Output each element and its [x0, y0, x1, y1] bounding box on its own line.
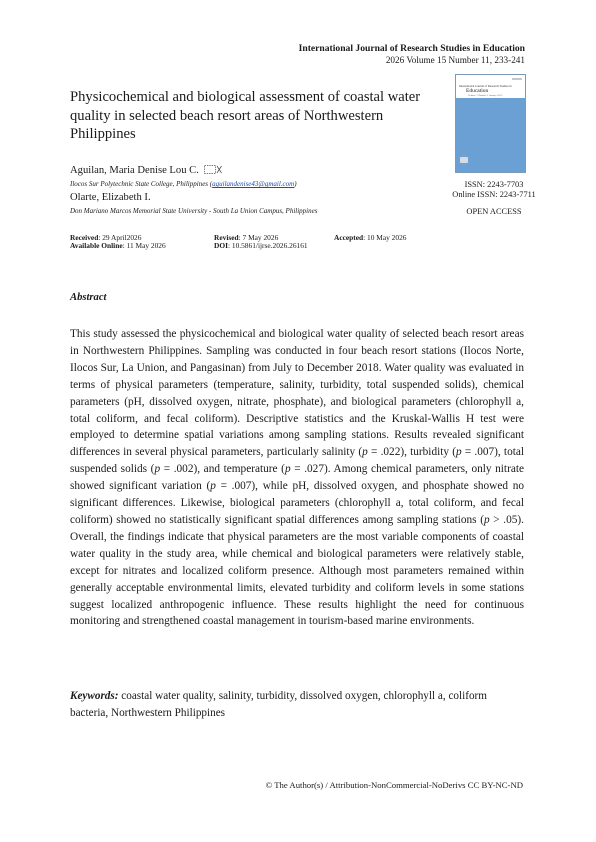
p-symbol: p: [483, 513, 490, 526]
journal-issue-line: 2026 Volume 15 Number 11, 233-241: [385, 55, 525, 65]
doi: [214, 241, 308, 250]
cover-issue-line: Volume 1 Number 1 January 2012: [468, 94, 503, 97]
abstract-text-4: = .002), and temperature (: [160, 463, 285, 476]
revised-label: Revised: [214, 233, 239, 242]
keywords: [70, 688, 524, 722]
available-label: Available Online: [70, 241, 123, 250]
journal-cover-image: [455, 74, 526, 173]
keywords-label: Keywords:: [70, 690, 119, 702]
p-symbol: p: [284, 463, 291, 476]
abstract-text-1: This study assessed the physicochemical and biological water quality of selected beach resort areas in Northwestern Philippines. Sampling was conducted in four beach resort stations (Ilocos Norte, Ilocos Sur, La Union, and Pangasinan) from July to December 2018. Water quality was evaluated in terms of physical parameters (temperature, salinity, turbidity, total suspended solids), chemical parameters (pH, dissolved oxygen, nitrate, phosphate), and biological parameters (chlorophyll a, total coliform, and fecal coliform). Descriptive statistics and the Kruskal-Wallis H test were employed to determine spatial variations among sampling stations. Results revealed significant differences in several physical parameters, particularly salinity (: [70, 328, 524, 459]
abstract-text-7: > .05). Overall, the findings indicate that physical parameters are the most variable components of coastal water quality in the study area, while chemical and biological parameters were relatively stable, except for nitrates and localized coliform presence. Although most parameters remained within generally acceptable environmental limits, elevated turbidity and coliform levels in some stations suggest localized anthropogenic influence. These results highlight the need for continuous monitoring and strengthened coastal management in tourism-based marine environments.: [70, 513, 524, 628]
author-2-name: Olarte, Elizabeth I.: [70, 192, 151, 203]
email-icon[interactable]: [204, 165, 222, 174]
abstract-body: [70, 326, 524, 630]
p-symbol: p: [455, 446, 462, 459]
author-2-affiliation: Don Mariano Marcos Memorial State University - South La Union Campus, Philippines: [70, 207, 318, 215]
abstract-text-6: = .007), while pH, dissolved oxygen, and phosphate showed no significant differences. Likewise, biological parameters (chlorophyll a, total coliform, and fecal coliform) showed no statistically significant spatial differences among sampling stations (: [70, 480, 524, 526]
affiliation-1-text: Ilocos Sur Polytechnic State College, Philippines: [70, 180, 209, 188]
author-1: [70, 165, 222, 176]
available-value: : 11 May 2026: [122, 241, 166, 250]
doi-value[interactable]: : 10.5861/ijrse.2026.26161: [227, 241, 308, 250]
accepted-label: Accepted: [334, 233, 364, 242]
received-label: Received: [70, 233, 99, 242]
available-online-date: [70, 241, 166, 250]
accepted-date: [334, 233, 406, 242]
author-1-name: Aguilan, Maria Denise Lou C.: [70, 165, 199, 176]
paper-title: Physicochemical and biological assessment of coastal water quality in selected beach resort areas of Northwestern Philippines: [70, 89, 421, 142]
abstract-text-2: = .022), turbidity (: [367, 446, 456, 459]
cover-journal-line: International Journal of Research Studies in: [459, 84, 512, 88]
abstract-heading: Abstract: [70, 292, 107, 303]
cover-title: Education: [466, 88, 489, 94]
author-1-affiliation: [70, 180, 297, 188]
p-symbol: p: [362, 446, 368, 459]
abstract-text-3: = .007), total suspended solids (: [70, 446, 525, 476]
cover-tag: [512, 78, 522, 80]
doi-label: DOI: [214, 241, 228, 250]
p-symbol: p: [154, 463, 161, 476]
abstract-text-5: = .027). Among chemical parameters, only nitrate showed significant variation (: [70, 463, 524, 493]
cover-header: [456, 75, 525, 98]
cover-logo-icon: [460, 157, 468, 163]
issn-online: Online ISSN: 2243-7711: [452, 190, 536, 199]
journal-name: International Journal of Research Studies in Education: [298, 43, 525, 54]
accepted-value: : 10 May 2026: [363, 233, 407, 242]
p-symbol: p: [210, 480, 216, 493]
keywords-text: coastal water quality, salinity, turbidity, dissolved oxygen, chlorophyll a, coliform bacteria, Northwestern Philippines: [70, 690, 487, 719]
email-open-paren: (: [209, 180, 213, 188]
license-footer: © The Author(s) / Attribution-NonCommercial-NoDerivs CC BY-NC-ND: [265, 780, 523, 790]
received-value: : 29 April2026: [98, 233, 142, 242]
issn-print: ISSN: 2243-7703: [464, 180, 524, 189]
revised-value: : 7 May 2026: [238, 233, 279, 242]
author-1-email-link[interactable]: aguilandenise43@gmail.com: [212, 180, 295, 188]
open-access-label: OPEN ACCESS: [466, 207, 522, 216]
email-close-paren: ): [294, 180, 297, 188]
